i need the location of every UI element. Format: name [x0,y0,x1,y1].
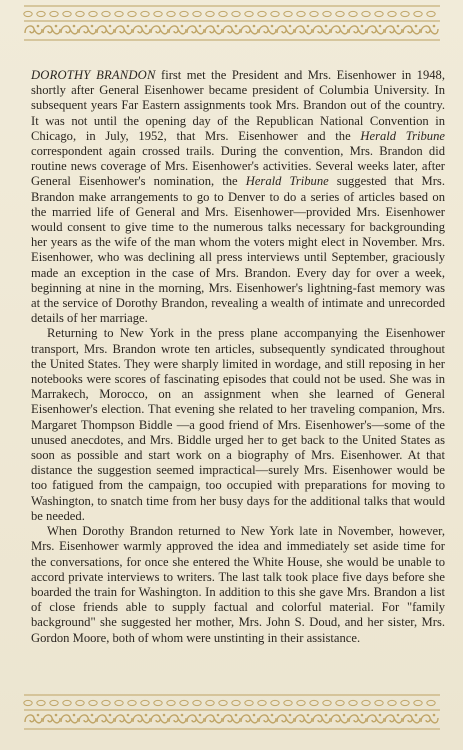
scroll-flourish-ornament [79,26,96,34]
chain-link-ornament [427,700,435,705]
chain-link-ornament [37,700,45,705]
scroll-flourish-ornament [331,26,348,34]
scroll-flourish-ornament [205,26,222,34]
paragraph-3: When Dorothy Brandon returned to New York late in November, however, Mrs. Eisenhower warmly approved the idea and immediately set aside time for the conversations, for once she entered the White House, she would be unable to accord private interviews to writers. The last talk took place five days before she boarded the train for Washington. In addition to this she gave Mrs. Brandon a list of close friends able to supply factual and colorful material. For "family background" she suggested her mother, Mrs. John S. Doud, and her sister, Mrs. Gordon Moore, both of whom were unstinting in their assistance. [31,524,445,645]
chain-link-ornament [414,11,422,16]
dot-ornament [91,714,94,717]
scroll-flourish-ornament [205,715,222,723]
scroll-flourish-ornament [187,715,204,723]
chain-link-ornament [128,700,136,705]
chain-link-ornament [401,700,409,705]
scroll-flourish-ornament [169,26,186,34]
chain-link-ornament [180,700,188,705]
scroll-flourish-ornament [421,26,438,34]
chain-link-ornament [102,11,110,16]
scroll-flourish-ornament [151,26,168,34]
chain-link-ornament [141,700,149,705]
scroll-flourish-ornament [169,715,186,723]
scroll-flourish-ornament [25,26,42,34]
scroll-flourish-ornament [403,26,420,34]
dot-ornament [127,25,130,28]
author-name-lead: DOROTHY BRANDON [31,68,156,82]
dot-ornament [253,25,256,28]
chain-link-ornament [310,700,318,705]
scroll-flourish-ornament [133,715,150,723]
dot-ornament [307,714,310,717]
scroll-flourish-ornament [331,715,348,723]
dot-ornament [73,714,76,717]
chain-link-ornament [63,700,71,705]
scroll-flourish-ornament [79,715,96,723]
chain-link-ornament [115,11,123,16]
dot-ornament [325,714,328,717]
dot-ornament [73,25,76,28]
chain-link-ornament [375,11,383,16]
dot-ornament [127,714,130,717]
top-ornamental-border [22,3,442,43]
dot-ornament [361,25,364,28]
chain-link-ornament [167,11,175,16]
dot-ornament [145,25,148,28]
chain-link-ornament [258,11,266,16]
dot-ornament [325,25,328,28]
dot-ornament [91,25,94,28]
chain-link-ornament [284,700,292,705]
chain-link-ornament [206,700,214,705]
scroll-flourish-ornament [385,715,402,723]
dot-ornament [199,25,202,28]
chain-link-ornament [336,700,344,705]
chain-link-ornament [219,700,227,705]
chain-link-ornament [219,11,227,16]
chain-link-ornament [310,11,318,16]
chain-link-ornament [89,700,97,705]
scroll-flourish-ornament [43,715,60,723]
paragraph-2: Returning to New York in the press plane accompanying the Eisenhower transport, Mrs. Brandon wrote ten articles, subsequently syndicated throughout the United States. They were sharply limited in wordage, and still reposing in her notebooks were scores of fascinating episodes that could not be used. She was in Marrakech, Morocco, on an assignment when she learned of General Eisenhower's election. That evening she related to her traveling companion, Mrs. Margaret Thompson Biddle —a good friend of Mrs. Eisenhower's—some of the unused anecdotes, and Mrs. Biddle urged her to get back to the United States as soon as possible and start work on a biography of Mrs. Eisenhower. At that distance the suggestion seemed impractical—surely Mrs. Eisenhower would be too fatigued from the campaign, too occupied with preparations for moving to Washington, to snatch time from her busy days for the additional talks that would be needed. [31,326,445,523]
scroll-flourish-ornament [187,26,204,34]
chain-link-ornament [284,11,292,16]
chain-link-ornament [427,11,435,16]
chain-link-ornament [401,11,409,16]
chain-link-ornament [50,700,58,705]
chain-link-ornament [245,11,253,16]
paragraph-1-text-c: suggested that Mrs. Brandon make arrangements to go to Denver to do a series of articles based on the married life of General and Mrs. Eisenhower—provided Mrs. Eisenhower would consent to give time to the numerous talks necessary for backgrounding her years as the wife of the man whom the voters might elect in November. Mrs. Eisenhower, who was declining all press interviews until September, graciously made an exception in the case of Mrs. Brandon. Every day for over a week, beginning at nine in the morning, Mrs. Eisenhower's lightning-fast memory was at the service of Dorothy Brandon, revealing a wealth of intimate and unrecorded details of her marriage. [31,174,445,326]
chain-link-ornament [24,700,32,705]
chain-link-ornament [258,700,266,705]
chain-link-ornament [115,700,123,705]
dot-ornament [55,25,58,28]
chain-link-ornament [154,700,162,705]
newspaper-name: Herald Tribune [245,174,329,189]
dot-ornament [343,25,346,28]
scroll-flourish-ornament [115,26,132,34]
chain-link-ornament [89,11,97,16]
dot-ornament [37,25,40,28]
ornament-bottom-svg [22,692,442,732]
scroll-flourish-ornament [241,26,258,34]
ornament-top-svg [22,3,442,43]
dot-ornament [145,714,148,717]
scroll-flourish-ornament [97,715,114,723]
dot-ornament [415,25,418,28]
scroll-flourish-ornament [133,26,150,34]
scroll-flourish-ornament [61,715,78,723]
dot-ornament [181,25,184,28]
chain-link-ornament [323,700,331,705]
chain-link-ornament [141,11,149,16]
scroll-flourish-ornament [385,26,402,34]
dot-ornament [271,714,274,717]
chain-link-ornament [271,700,279,705]
chain-link-ornament [37,11,45,16]
scroll-flourish-ornament [61,26,78,34]
newspaper-name: Herald Tribune [360,128,445,143]
scroll-flourish-ornament [367,26,384,34]
chain-link-ornament [76,11,84,16]
dot-ornament [415,714,418,717]
chain-link-ornament [349,700,357,705]
chain-link-ornament [63,11,71,16]
chain-link-ornament [193,700,201,705]
paragraph-1 [31,68,445,326]
chain-link-ornament [297,11,305,16]
chain-link-ornament [167,700,175,705]
chain-link-ornament [24,11,32,16]
chain-link-ornament [388,700,396,705]
scroll-flourish-ornament [151,715,168,723]
chain-link-ornament [349,11,357,16]
dot-ornament [307,25,310,28]
dot-ornament [181,714,184,717]
scroll-flourish-ornament [277,715,294,723]
scroll-flourish-ornament [349,715,366,723]
dot-ornament [289,714,292,717]
scroll-flourish-ornament [421,715,438,723]
dot-ornament [163,714,166,717]
chain-link-ornament [102,700,110,705]
scroll-flourish-ornament [313,26,330,34]
scroll-flourish-ornament [97,26,114,34]
chain-link-ornament [297,700,305,705]
dot-ornament [433,714,436,717]
scroll-flourish-ornament [259,715,276,723]
dot-ornament [253,714,256,717]
chain-link-ornament [128,11,136,16]
scroll-flourish-ornament [277,26,294,34]
scroll-flourish-ornament [241,715,258,723]
dot-ornament [379,714,382,717]
dot-ornament [109,714,112,717]
scroll-flourish-ornament [223,715,240,723]
chain-link-ornament [362,700,370,705]
dot-ornament [109,25,112,28]
dot-ornament [397,714,400,717]
dot-ornament [55,714,58,717]
dot-ornament [379,25,382,28]
scroll-flourish-ornament [25,715,42,723]
dot-ornament [163,25,166,28]
paragraph-1-text-b: correspondent again crossed trails. During the convention, Mrs. Brandon did routine news coverage of Mrs. Eisenhower's activities. Several weeks later, after General Eisenhower's nomination, the [31,144,445,189]
dot-ornament [433,25,436,28]
scroll-flourish-ornament [43,26,60,34]
scroll-flourish-ornament [295,26,312,34]
chain-link-ornament [336,11,344,16]
chain-link-ornament [180,11,188,16]
chain-link-ornament [76,700,84,705]
chain-link-ornament [323,11,331,16]
scroll-flourish-ornament [223,26,240,34]
dot-ornament [397,25,400,28]
chain-link-ornament [154,11,162,16]
chain-link-ornament [232,11,240,16]
dot-ornament [217,25,220,28]
chain-link-ornament [245,700,253,705]
dot-ornament [235,25,238,28]
dot-ornament [37,714,40,717]
jacket-flap-copy [31,68,445,646]
scroll-flourish-ornament [349,26,366,34]
scroll-flourish-ornament [259,26,276,34]
chain-link-ornament [362,11,370,16]
dot-ornament [217,714,220,717]
dot-ornament [235,714,238,717]
chain-link-ornament [388,11,396,16]
scroll-flourish-ornament [403,715,420,723]
scroll-flourish-ornament [367,715,384,723]
chain-link-ornament [271,11,279,16]
scroll-flourish-ornament [115,715,132,723]
chain-link-ornament [206,11,214,16]
dot-ornament [361,714,364,717]
chain-link-ornament [414,700,422,705]
dot-ornament [289,25,292,28]
chain-link-ornament [193,11,201,16]
chain-link-ornament [232,700,240,705]
scroll-flourish-ornament [295,715,312,723]
dot-ornament [271,25,274,28]
chain-link-ornament [50,11,58,16]
dot-ornament [343,714,346,717]
dot-ornament [199,714,202,717]
chain-link-ornament [375,700,383,705]
paragraph-1-text-a: first met the President and Mrs. Eisenhower in 1948, shortly after General Eisenhower became president of Columbia University. In subsequent years Far Eastern assignments took Mrs. Brandon out of the country. It was not until the opening day of the Republican National Convention in Chicago, in July, 1952, that Mrs. Eisenhower and the [31,68,445,143]
bottom-ornamental-border [22,692,442,732]
scroll-flourish-ornament [313,715,330,723]
